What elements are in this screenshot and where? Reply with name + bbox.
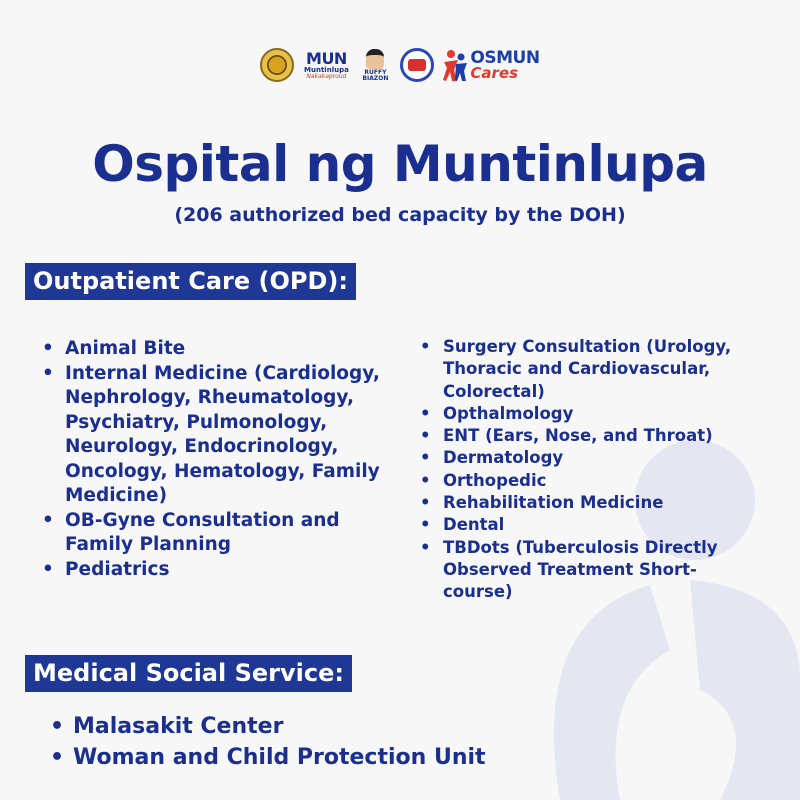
social-service-list: [48, 711, 608, 773]
osmun-figures-icon: [442, 48, 468, 82]
osmun-cares-text: Cares: [470, 63, 519, 82]
list-item: • Woman and Child Protection Unit: [48, 742, 608, 773]
mun-logo-subtext: Muntinlupa: [304, 65, 349, 74]
list-item: • Malasakit Center: [48, 711, 608, 742]
mayor-face: [366, 49, 384, 69]
outpatient-heading: Outpatient Care (OPD):: [25, 263, 356, 300]
list-item: • Internal Medicine (Cardiology, Nephrology, Rheumatology, Psychiatry, Pulmonology, Neurology, Endocrinology, Oncology, Hematology, Family Medicine): [40, 362, 380, 509]
hospital-seal-icon: [400, 48, 434, 82]
page-title: Ospital ng Muntinlupa: [92, 135, 708, 193]
page-subtitle: (206 authorized bed capacity by the DOH): [174, 204, 626, 226]
mayor-portrait-icon: [358, 49, 392, 82]
list-item: • ENT (Ears, Nose, and Throat): [418, 425, 763, 447]
list-item: • Pediatrics: [40, 558, 380, 583]
mun-muntinlupa-logo: [302, 48, 350, 80]
list-item: • Dermatology: [418, 447, 763, 469]
list-item: • Dental: [418, 514, 763, 536]
list-item: • Rehabilitation Medicine: [418, 492, 763, 514]
mun-logo-text: MUN: [306, 48, 347, 68]
osmun-cares-logo: [442, 48, 539, 82]
partner-logos: [0, 48, 800, 82]
mayor-name: RUFFY BIAZON: [362, 68, 389, 82]
mun-logo-tagline: Nakakaproud: [306, 72, 347, 80]
osmun-logo-text: OSMUN: [470, 47, 540, 68]
list-item: • Surgery Consultation (Urology, Thoracic and Cardiovascular, Colorectal): [418, 336, 763, 403]
list-item: • OB-Gyne Consultation and Family Planning: [40, 509, 380, 558]
social-service-heading: Medical Social Service:: [25, 655, 352, 692]
list-item: • Animal Bite: [40, 337, 380, 362]
list-item: • Orthopedic: [418, 470, 763, 492]
list-item: • TBDots (Tuberculosis Directly Observed Treatment Short-course): [418, 537, 763, 604]
list-item: • Opthalmology: [418, 403, 763, 425]
outpatient-list-right: [418, 336, 763, 604]
outpatient-list-left: [40, 337, 380, 582]
city-seal-icon: [260, 48, 294, 82]
